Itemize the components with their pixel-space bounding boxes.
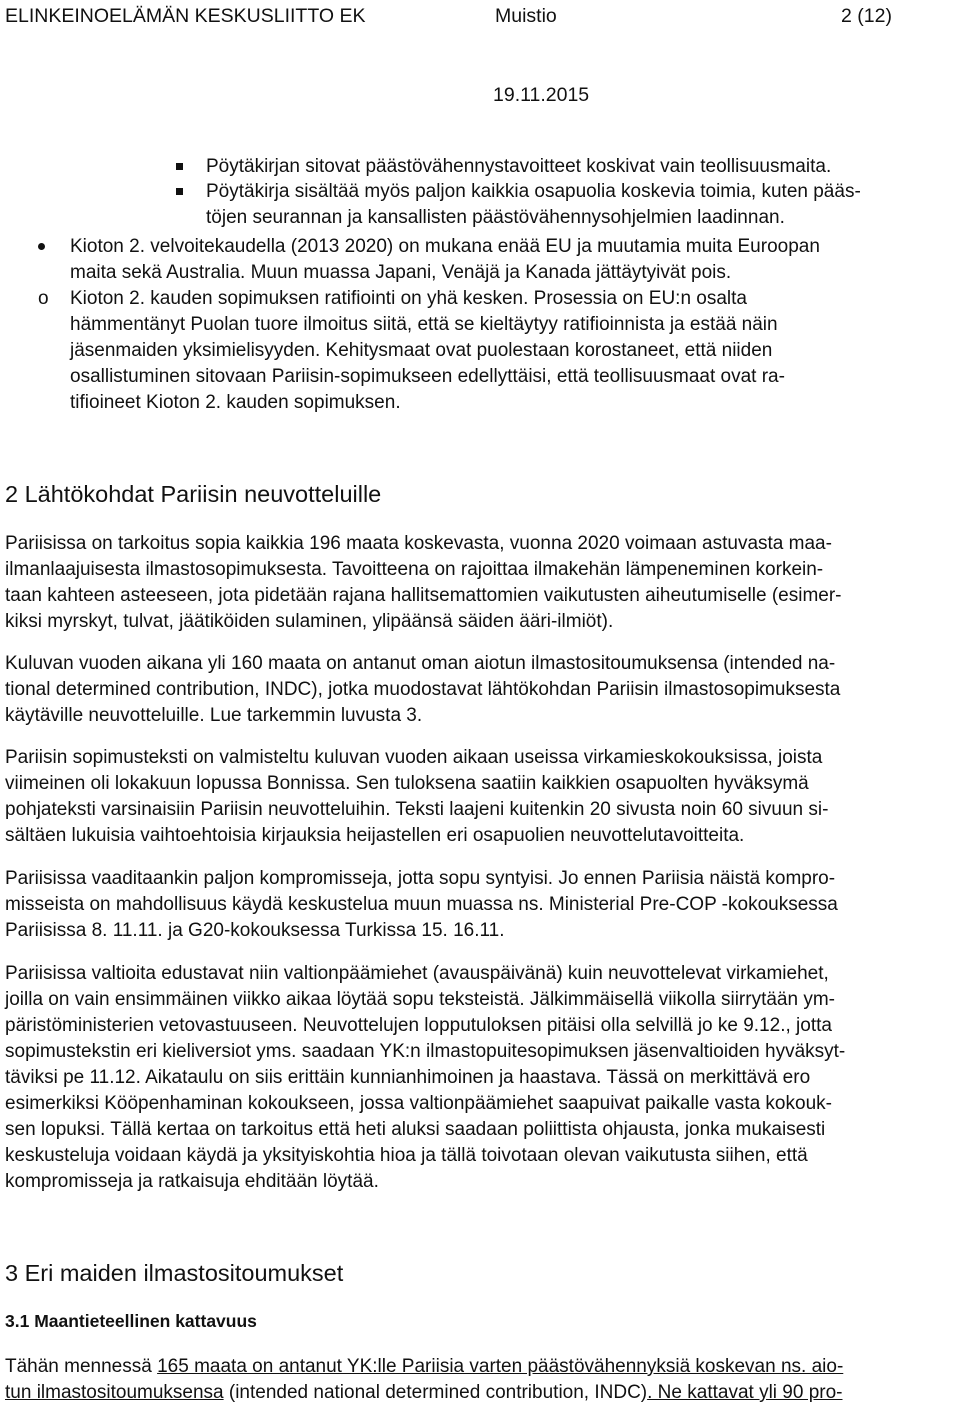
section-heading: 3 Eri maiden ilmastositoumukset <box>5 1260 344 1286</box>
list-item: Pöytäkirjan sitovat päästövähennystavoitteet koskivat vain teollisuusmaita. <box>206 156 832 177</box>
paragraph-line: Pariisin sopimusteksti on valmisteltu kuluvan vuoden aikaan useissa virkamieskokouksissa, joista <box>5 747 823 768</box>
paragraph-line: Pariisissa 8. 11.11. ja G20-kokouksessa Turkissa 15. 16.11. <box>5 920 505 941</box>
list-item-line: maita sekä Australia. Muun muassa Japani, Venäjä ja Kanada jättäytyivät pois. <box>70 262 732 283</box>
sub-list-line: Kioton 2. kauden sopimuksen ratifiointi on yhä kesken. Prosessia on EU:n osalta <box>70 288 747 309</box>
paragraph-line: ilmanlaajuisesta ilmastosopimuksesta. Tavoitteena on rajoittaa ilmakehän lämpeneminen korkein- <box>5 559 824 580</box>
paragraph <box>5 745 955 849</box>
paragraph <box>5 961 955 1195</box>
text-run: (intended national determined contribution, INDC) <box>223 1382 648 1403</box>
paragraph-line: Pariisissa on tarkoitus sopia kaikkia 196 maata koskevasta, vuonna 2020 voimaan astuvasta maa- <box>5 533 832 554</box>
paragraph-line: Pariisissa vaaditaankin paljon kompromisseja, jotta sopu syntyisi. Jo ennen Pariisia näistä kompro- <box>5 868 836 889</box>
underlined-link[interactable]: 165 maata on antanut YK:lle Pariisia varten päästövähennyksiä koskevan ns. aio- <box>157 1356 844 1377</box>
paragraph <box>5 651 955 729</box>
document-date: 19.11.2015 <box>493 84 590 106</box>
text-run: Tähän mennessä <box>5 1356 158 1377</box>
paragraph-line: kiksi myrskyt, tulvat, jäätiköiden sulaminen, ylipäänsä säiden ääri-ilmiöt). <box>5 611 614 632</box>
paragraph-line: täviksi pe 11.12. Aikataulu on siis erittäin kunnianhimoinen ja haastava. Tässä on merkittävä ero <box>5 1067 811 1088</box>
paragraph-line: Pariisissa valtioita edustavat niin valtionpäämiehet (avauspäivänä) kuin neuvottelevat virkamiehet, <box>5 963 829 984</box>
list-item-line: Kioton 2. velvoitekaudella (2013 2020) on mukana enää EU ja muutamia muita Euroopan <box>70 236 820 257</box>
paragraph-line <box>5 1354 955 1380</box>
sub-list-line: hämmentänyt Puolan tuore ilmoitus siitä, että se kieltäytyy ratifioinnista ja estää näin <box>70 314 778 335</box>
section-heading: 2 Lähtökohdat Pariisin neuvotteluille <box>5 481 382 507</box>
paragraph-line: sen lopuksi. Tällä kertaa on tarkoitus että heti aluksi saadaan poliittista ohjausta, jonka mukaisesti <box>5 1119 826 1140</box>
square-bullet-icon <box>176 163 183 170</box>
square-bullet-icon <box>176 188 183 195</box>
sub-list-item <box>70 286 956 416</box>
paragraph-line: tional determined contribution, INDC), jotka muodostavat lähtökohdan Pariisin ilmastosopimuksesta <box>5 679 841 700</box>
paragraph-line: sopimustekstin eri kieliversiot yms. saadaan YK:n ilmastopuitesopimuksen jäsenvaltioiden hyväksyt- <box>5 1041 846 1062</box>
paragraph-line: Kuluvan vuoden aikana yli 160 maata on antanut oman aiotun ilmastositoumuksensa (intended na- <box>5 653 836 674</box>
underlined-link[interactable]: tun ilmastositoumuksensa <box>5 1382 224 1403</box>
paragraph-line: esimerkiksi Kööpenhaminan kokoukseen, jossa valtionpäämiehet saapuivat paikalle vasta kokouk- <box>5 1093 832 1114</box>
paragraph-line: sältäen lukuisia vaihtoehtoisia kirjauksia heijastellen eri osapuolien neuvottelutavoitteita. <box>5 825 745 846</box>
sub-list-line: osallistuminen sitovaan Pariisin-sopimukseen edellyttäisi, että teollisuusmaat ovat ra- <box>70 366 785 387</box>
paragraph-line: pohjateksti varsinaisiin Pariisin neuvotteluihin. Teksti laajeni kuitenkin 20 sivusta noin 60 sivuun si- <box>5 799 829 820</box>
underlined-link[interactable]: . Ne kattavat yli 90 pro- <box>647 1382 843 1403</box>
paragraph-line: keskusteluja voidaan käydä ja yksityiskohtia hioa ja tällä toivotaan olevan vaikutusta siihen, että <box>5 1145 808 1166</box>
paragraph <box>5 866 955 944</box>
list-item-continuation: töjen seurannan ja kansallisten päästövähennysohjelmien laadinnan. <box>206 207 785 228</box>
paragraph-line <box>5 1380 955 1406</box>
subsection-heading: 3.1 Maantieteellinen kattavuus <box>5 1311 257 1331</box>
sub-list-line: tifioineet Kioton 2. kauden sopimuksen. <box>70 392 401 413</box>
page-number: 2 (12) <box>841 5 892 27</box>
paragraph-line: taan kahteen asteeseen, jota pidetään rajana hallitsemattomien vaikutusten aiheutumiselle (esimer- <box>5 585 842 606</box>
paragraph-line: kompromisseja ja ratkaisuja ehditään löytää. <box>5 1171 379 1192</box>
paragraph-line: misseista on mahdollisuus käydä keskustelua muun muassa ns. Ministerial Pre-COP -kokouksessa <box>5 894 838 915</box>
paragraph-line: joilla on vain ensimmäinen viikko aikaa löytää sopu teksteistä. Jälkimmäisellä viikolla siirrytään ym- <box>5 989 835 1010</box>
sub-list-line: jäsenmaiden yksimielisyyden. Kehitysmaat ovat puolestaan korostaneet, että niiden <box>70 340 773 361</box>
bullet-dot-icon <box>38 243 45 250</box>
paragraph-line: päristöministerien vetovastuuseen. Neuvottelujen lopputuloksen pitäisi olla selvillä jo ke 9.12., jotta <box>5 1015 832 1036</box>
list-item: Pöytäkirja sisältää myös paljon kaikkia osapuolia koskevia toimia, kuten pääs- <box>206 181 861 202</box>
page-header <box>5 3 955 31</box>
paragraph <box>5 1354 955 1406</box>
paragraph-line: viimeinen oli lokakuun lopussa Bonnissa. Sen tuloksena saatiin kaikkien osapuolten hyväksymä <box>5 773 809 794</box>
paragraph <box>5 531 955 635</box>
sub-bullet-marker: o <box>38 288 49 309</box>
paragraph-line: käytäville neuvotteluille. Lue tarkemmin luvusta 3. <box>5 705 423 726</box>
list-item <box>70 234 956 286</box>
organization-name: ELINKEINOELÄMÄN KESKUSLIITTO EK <box>5 5 366 27</box>
document-type: Muistio <box>495 5 557 27</box>
